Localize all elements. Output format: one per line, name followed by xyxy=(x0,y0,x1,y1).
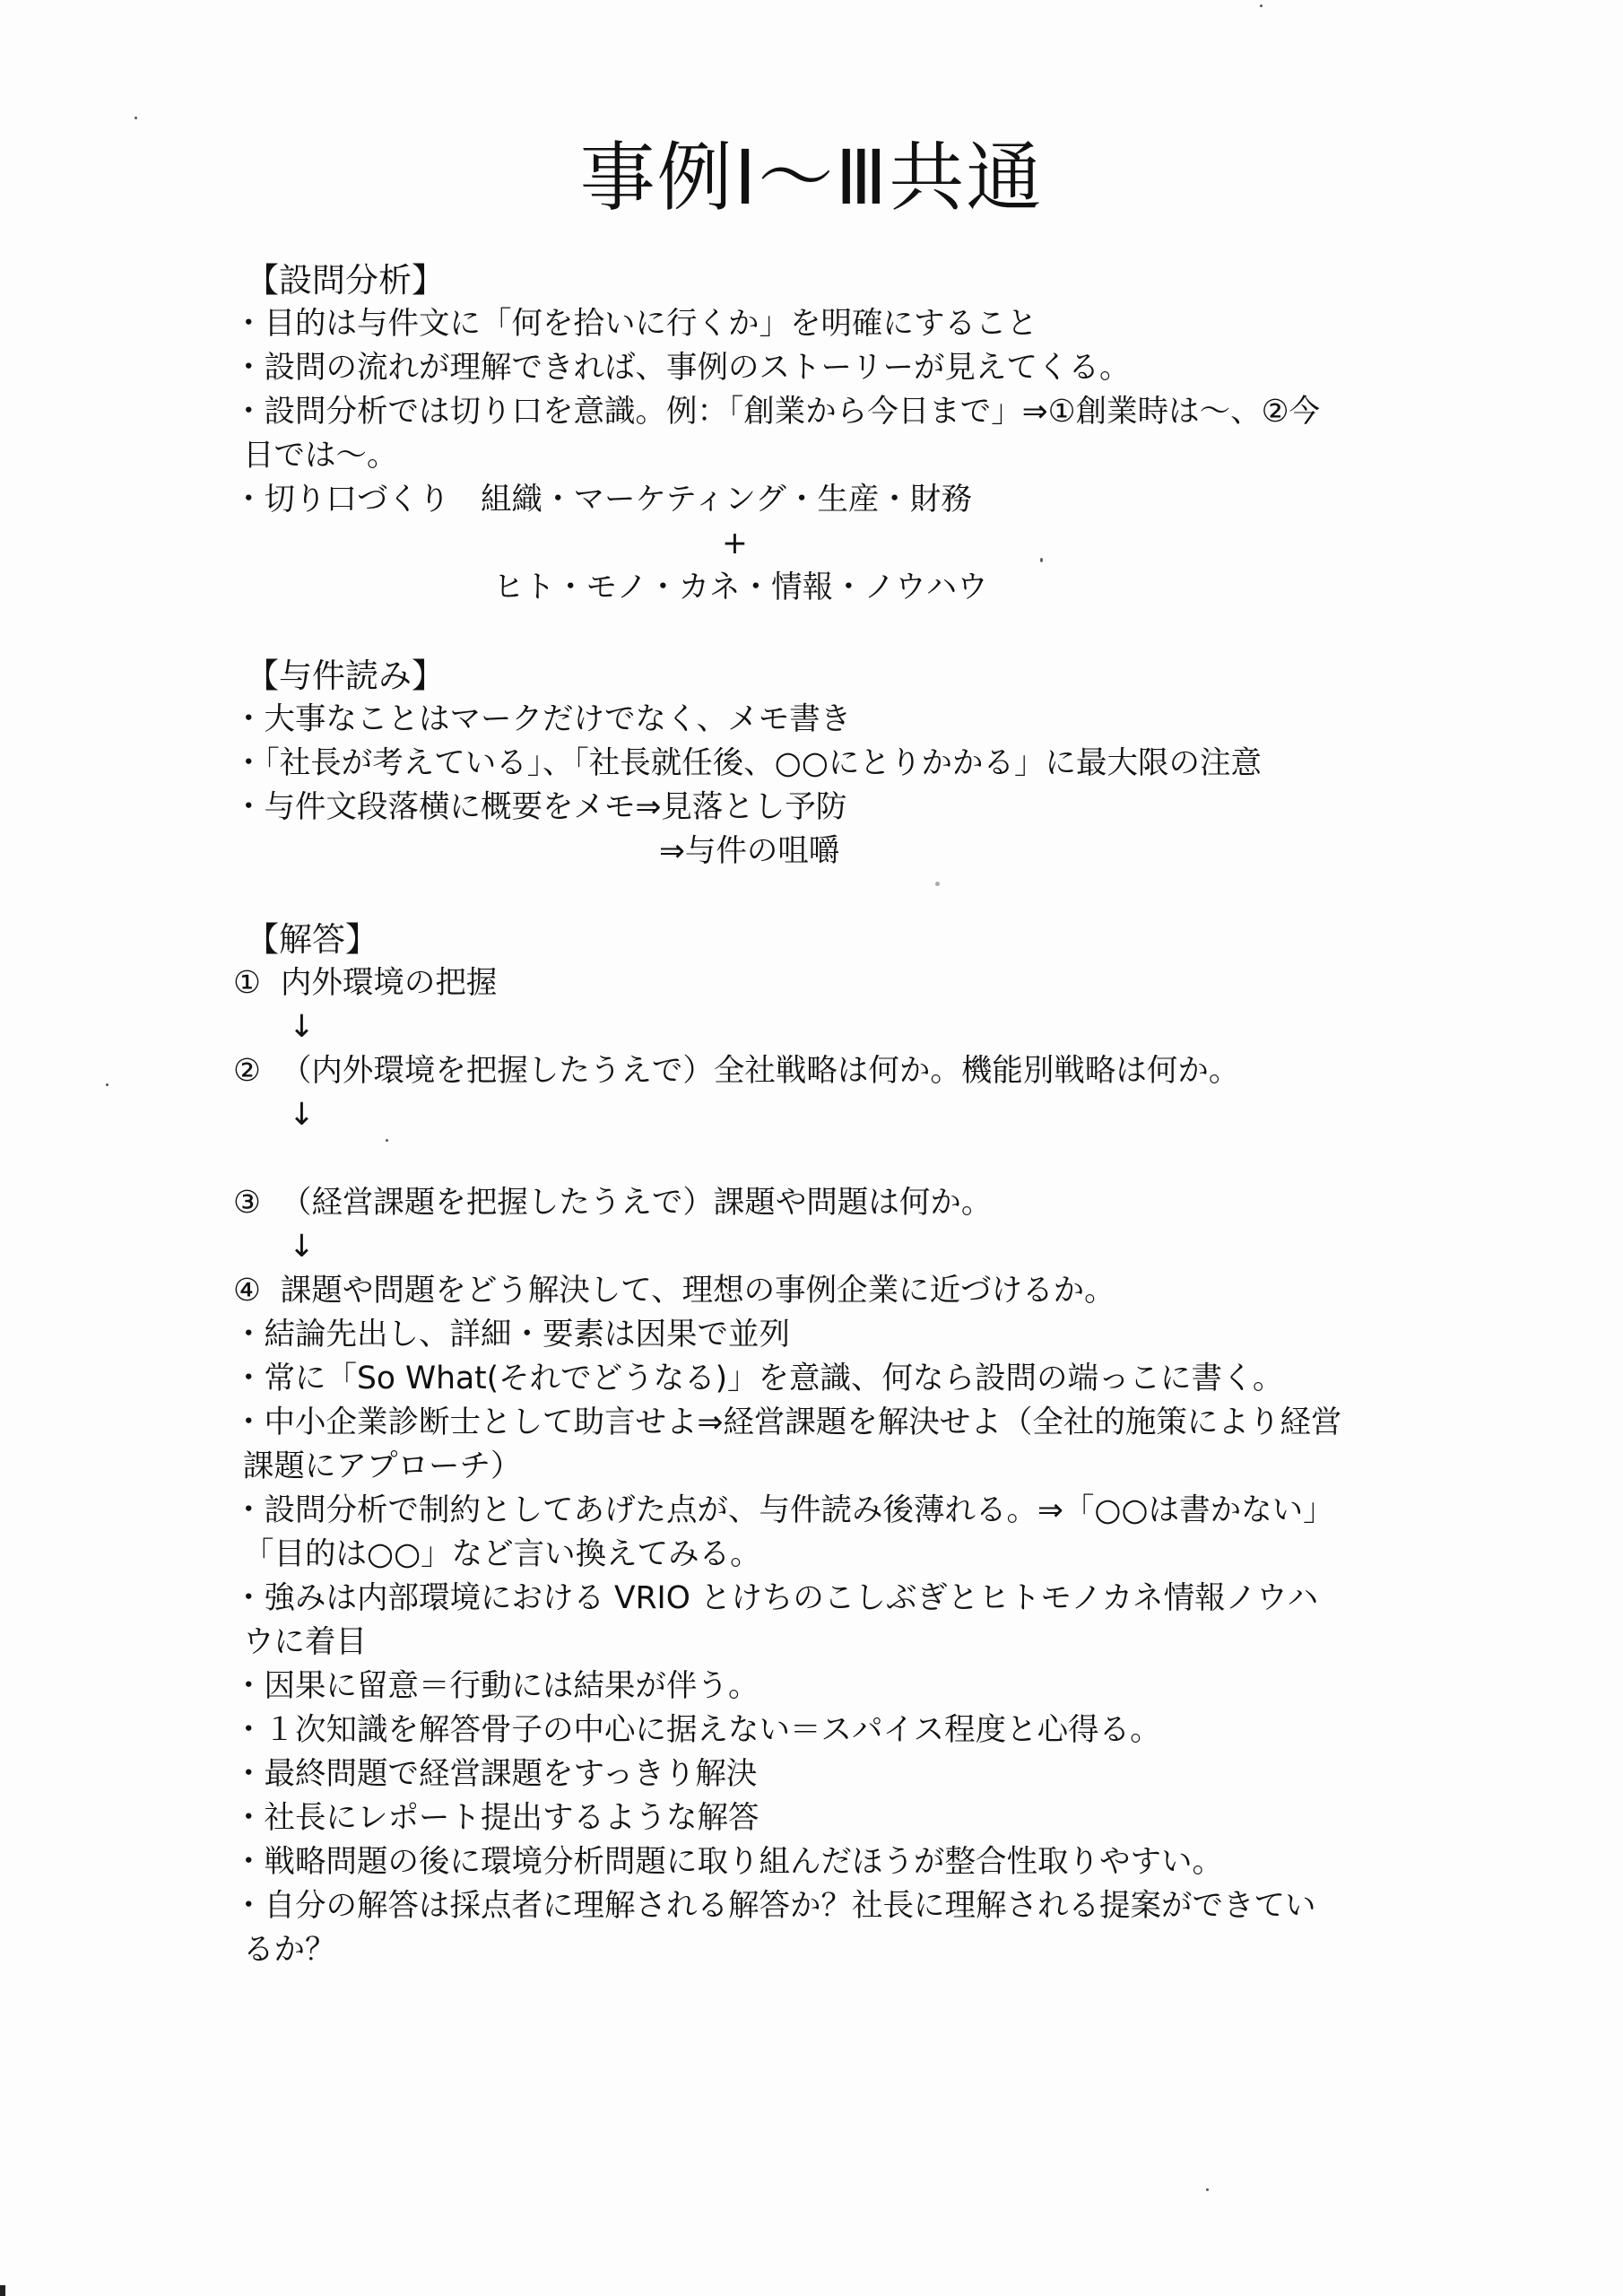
bullet-line: ・社長にレポート提出するような解答 xyxy=(233,1800,759,1836)
text-line: ・目的は与件文に「何を拾いに行くか」を明確にすること xyxy=(233,306,1037,342)
text-line: ・大事なことはマークだけでなく、メモ書き xyxy=(233,701,852,737)
down-arrow-icon: ↓ xyxy=(289,1097,315,1133)
section-heading-setsumon: 【設問分析】 xyxy=(246,261,445,300)
bullet-line: ウに着目 xyxy=(233,1624,367,1660)
step-item: ③ （経営課題を把握したうえで）課題や問題は何か。 xyxy=(233,1185,993,1221)
text-line: ・設問の流れが理解できれば、事例のストーリーが見えてくる。 xyxy=(233,350,1131,386)
plus-sign: + xyxy=(722,526,748,561)
text-line: 日では～。 xyxy=(233,438,398,474)
scan-speck xyxy=(135,117,137,119)
document-body xyxy=(233,258,1435,1972)
bullet-line: ・戦略問題の後に環境分析問題に取り組んだほうが整合性取りやすい。 xyxy=(233,1844,1223,1880)
bullet-line: 「目的は○○」など言い換えてみる。 xyxy=(233,1536,761,1572)
bullet-line: ・最終問題で経営課題をすっきり解決 xyxy=(233,1756,758,1792)
text-line: ・設問分析では切り口を意識。例：「創業から今日まで」⇒①創業時は～、②今 xyxy=(233,394,1321,430)
text-line: ⇒与件の咀嚼 xyxy=(659,833,840,869)
scan-speck xyxy=(1040,558,1043,562)
bullet-line: ・強みは内部環境における VRIO とけちのこしぶぎとヒトモノカネ情報ノウハ xyxy=(233,1580,1319,1616)
step-item: ② （内外環境を把握したうえで）全社戦略は何か。機能別戦略は何か。 xyxy=(233,1053,1240,1089)
text-line: ・切り口づくり 組織・マーケティング・生産・財務 xyxy=(233,482,972,517)
scan-speck xyxy=(386,1139,388,1142)
scan-speck xyxy=(1260,4,1263,7)
bullet-line: ・設問分析で制約としてあげた点が、与件読み後薄れる。⇒「○○は書かない」 xyxy=(233,1492,1334,1528)
bullet-line: ・常に「So What(それでどうなる)」を意識、何なら設問の端っこに書く。 xyxy=(233,1361,1284,1396)
bullet-line: 課題にアプローチ） xyxy=(233,1448,522,1484)
page-title: 事例Ⅰ～Ⅲ共通 xyxy=(579,134,1044,222)
bullet-line: ・因果に留意＝行動には結果が伴う。 xyxy=(233,1668,759,1704)
step-item: ① 内外環境の把握 xyxy=(233,965,498,1001)
section-heading-yoken: 【与件読み】 xyxy=(246,657,445,695)
text-line: ・「社長が考えている」、「社長就任後、○○にとりかかる」に最大限の注意 xyxy=(233,745,1262,781)
text-line: ・与件文段落横に概要をメモ⇒見落とし予防 xyxy=(233,789,847,825)
scan-speck xyxy=(935,882,940,886)
step-item: ④ 課題や問題をどう解決して、理想の事例企業に近づけるか。 xyxy=(233,1273,1115,1309)
section-heading-kaitou: 【解答】 xyxy=(246,920,378,959)
bullet-line: ・１次知識を解答骨子の中心に据えない＝スパイス程度と心得る。 xyxy=(233,1712,1161,1748)
bullet-line: ・中小企業診断士として助言せよ⇒経営課題を解決せよ（全社的施策により経営 xyxy=(233,1405,1342,1440)
bullet-line: ・結論先出し、詳細・要素は因果で並列 xyxy=(233,1317,790,1352)
down-arrow-icon: ↓ xyxy=(289,1009,315,1045)
text-line: ヒト・モノ・カネ・情報・ノウハウ xyxy=(493,570,988,605)
scan-speck xyxy=(1206,2188,1209,2191)
bullet-line: ・自分の解答は採点者に理解される解答か？社長に理解される提案ができてい xyxy=(233,1888,1316,1924)
down-arrow-icon: ↓ xyxy=(289,1229,315,1265)
scan-speck xyxy=(0,2285,5,2296)
scan-speck xyxy=(106,1083,108,1086)
bullet-line: るか？ xyxy=(233,1932,336,1968)
